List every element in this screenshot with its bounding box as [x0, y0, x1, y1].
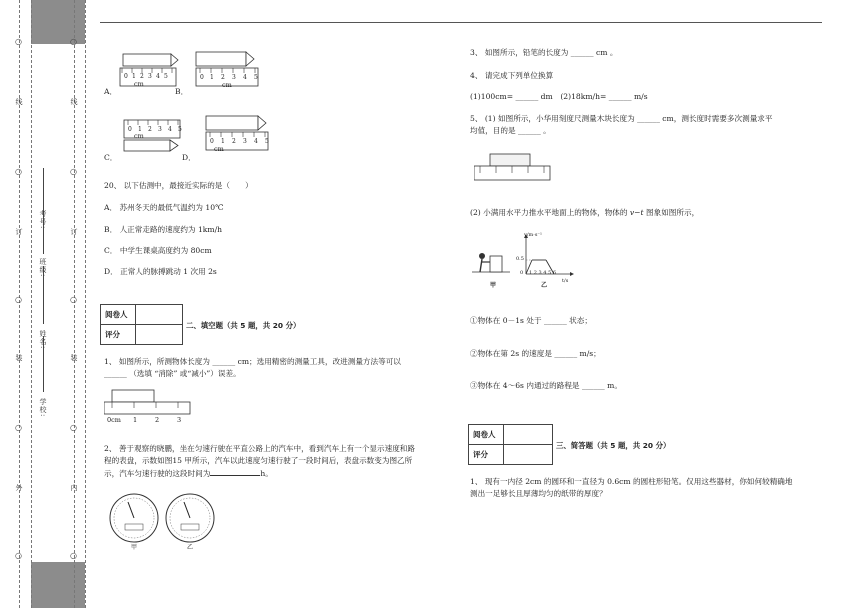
q3: 3、 如图所示，铅笔的长度为 ______ cm 。 [470, 48, 618, 57]
seal-circle: ○ [15, 551, 22, 560]
seal-label: 外 [15, 484, 23, 492]
block-ruler-label: 0cm [107, 416, 121, 424]
seal-circle: ○ [15, 37, 22, 46]
ruler-options [104, 50, 274, 170]
block-ruler-label: 3 [177, 416, 182, 424]
q4-items: (1)100cm= ______ dm (2)18km/h= ______ m/s [470, 92, 648, 101]
seal-label: 订 [15, 228, 23, 236]
reviewer-cell[interactable] [136, 305, 183, 325]
q20-option-d[interactable]: D． 正常人的脉搏跳动 1 次用 2s [104, 267, 217, 276]
ruler-tick-label: 2 [140, 73, 144, 80]
ruler-tick-label: 2 [148, 126, 152, 133]
q5-line1: 5、 (1) 如图所示，小华用刻度尺测量木块长度为 ______ cm，测长度时需要多次测量求平 [470, 114, 773, 123]
ruler-tick-label: 3 [158, 126, 162, 133]
seal-circle: ○ [15, 423, 22, 432]
block-ruler-label: 1 [133, 416, 138, 424]
reviewer-cell[interactable] [504, 425, 553, 445]
graph-x-ticks: 1 2 3 4 5 6 [529, 270, 557, 276]
section3-title: 三、简答题（共 5 题，共 20 分） [556, 441, 671, 450]
push-vt-figure [470, 232, 590, 294]
margin-border-right [85, 0, 86, 608]
ruler-tick-label: 4 [254, 138, 258, 145]
score-label: 评分 [469, 445, 504, 465]
q4: 4、 请完成下列单位换算 [470, 71, 554, 80]
ruler-tick-label: 1 [221, 138, 225, 145]
gauge-label-jia: 甲 [131, 544, 138, 551]
option-b-label: B． [175, 87, 189, 96]
reviewer-label: 阅卷人 [101, 305, 136, 325]
ruler-unit-label: cm [222, 81, 232, 89]
option-a-label: A． [104, 87, 118, 96]
q20-option-a[interactable]: A． 苏州冬天的最低气温约为 10℃ [104, 203, 224, 212]
s2-q2-line1: 2、 善于观察的晓鹏，坐在匀速行驶在平直公路上的汽车中，看到汽车上有一个显示速度和路 [104, 444, 415, 453]
wood-block-ruler-figure [474, 152, 554, 184]
ruler-tick-label: 5 [164, 73, 168, 80]
score-box [468, 424, 553, 465]
speedometer-figure [108, 492, 218, 548]
score-cell[interactable] [504, 445, 553, 465]
s2-q2-line2: 程的表盘，示数如图15 甲所示，汽车以此速度匀速行驶了一段时间后，表盘示数变为图乙所 [104, 456, 413, 465]
ruler-tick-label: 1 [138, 126, 142, 133]
ruler-tick-label: 4 [168, 126, 172, 133]
ruler-tick-label: 5 [265, 138, 269, 145]
margin-gray-bar-bottom [31, 562, 85, 608]
ruler-tick-label: 5 [178, 126, 182, 133]
figure-label-jia: 甲 [490, 282, 497, 289]
name-field: 姓名: [39, 330, 47, 350]
reviewer-label: 阅卷人 [469, 425, 504, 445]
section2-title: 二、填空题（共 5 题，共 20 分） [186, 321, 301, 330]
graph-origin: 0 [520, 270, 524, 276]
seal-circle: ○ [70, 551, 77, 560]
seal-circle: ○ [70, 167, 77, 176]
seal-label: 装 [70, 354, 78, 362]
id-blank[interactable] [43, 168, 44, 206]
binding-margin [0, 0, 90, 608]
graph-x-label: t/s [562, 278, 569, 284]
ruler-unit-label: cm [134, 80, 144, 88]
block-ruler-label: 2 [155, 416, 160, 424]
ruler-tick-label: 2 [221, 74, 225, 81]
option-c-ruler [124, 120, 180, 151]
score-cell[interactable] [136, 325, 183, 345]
seal-circle: ○ [70, 423, 77, 432]
ruler-tick-label: 0 [200, 74, 204, 81]
seal-label: 线 [70, 98, 78, 106]
header-rule [100, 22, 822, 23]
figure-label-yi: 乙 [541, 282, 548, 289]
graph-y-label: v/m·s⁻¹ [524, 232, 543, 238]
ruler-unit-label: cm [214, 145, 224, 153]
gauge-label-yi: 乙 [187, 544, 194, 551]
ruler-tick-label: 3 [232, 74, 236, 81]
s2-q1-line2: ______ （选填 “消除” 或“减小”）误差。 [104, 369, 241, 378]
q5-sub1: ①物体在 0－1s 处于 ______ 状态； [470, 316, 592, 325]
ruler-tick-label: 0 [128, 126, 132, 133]
option-a-ruler [120, 54, 178, 86]
seal-label: 内 [70, 484, 78, 492]
ruler-tick-label: 4 [156, 73, 160, 80]
q5-part2: (2) 小满用水平力推水平地面上的物体，物体的 v−t 图象如图所示， [470, 208, 700, 217]
seal-circle: ○ [70, 37, 77, 46]
seal-circle: ○ [15, 295, 22, 304]
seal-label: 线 [15, 98, 23, 106]
s2-q2-line3: 示，汽车匀速行驶的这段时间为 h。 [104, 469, 273, 478]
answer-blank[interactable] [210, 467, 260, 476]
ruler-tick-label: 1 [210, 74, 214, 81]
score-label: 评分 [101, 325, 136, 345]
q20-stem: 20、 以下估测中，最接近实际的是（ ） [104, 181, 253, 190]
ruler-tick-label: 0 [210, 138, 214, 145]
ruler-tick-label: 2 [232, 138, 236, 145]
q5-line2: 均值，目的是 ______ 。 [470, 126, 551, 135]
ruler-tick-label: 3 [148, 73, 152, 80]
s2-q1-line1: 1、 如图所示，所测物体长度为 ______ cm；选用精密的测量工具，改进测量方法等可以 [104, 357, 401, 366]
margin-border-left [31, 0, 32, 608]
class-field: 班级: [39, 258, 47, 278]
id-field: 考号: [39, 210, 47, 230]
q5-sub2: ②物体在第 2s 的速度是 ______ m/s； [470, 349, 601, 358]
ruler-tick-label: 1 [132, 73, 136, 80]
q5-sub3: ③物体在 4～6s 内通过的路程是 ______ m。 [470, 381, 622, 390]
option-d-label: D． [182, 153, 196, 162]
school-field: 学校: [39, 398, 47, 418]
q20-option-c[interactable]: C． 中学生课桌高度约为 80cm [104, 246, 212, 255]
option-c-label: C． [104, 153, 118, 162]
seal-label: 装 [15, 354, 23, 362]
ruler-tick-label: 5 [254, 74, 258, 81]
graph-v-label: 0.5 [516, 256, 524, 262]
s3-q1-line2: 测出一足够长且厚薄均匀的纸带的厚度？ [470, 489, 607, 498]
outer-seal-line [19, 0, 20, 608]
ruler-tick-label: 4 [243, 74, 247, 81]
ruler-tick-label: 0 [124, 73, 128, 80]
score-box [100, 304, 183, 345]
seal-label: 订 [70, 228, 78, 236]
seal-circle: ○ [15, 167, 22, 176]
ruler-tick-label: 3 [243, 138, 247, 145]
seal-circle: ○ [70, 295, 77, 304]
s3-q1-line1: 1、 现有一内径 2cm 的圆环和一直径为 0.6cm 的圆柱形铅笔。仅用这些器材，你如何较精确地 [470, 477, 793, 486]
q20-option-b[interactable]: B． 人正常走路的速度约为 1km/h [104, 225, 223, 234]
ruler-unit-label: cm [134, 132, 144, 140]
inner-seal-line [74, 0, 75, 608]
